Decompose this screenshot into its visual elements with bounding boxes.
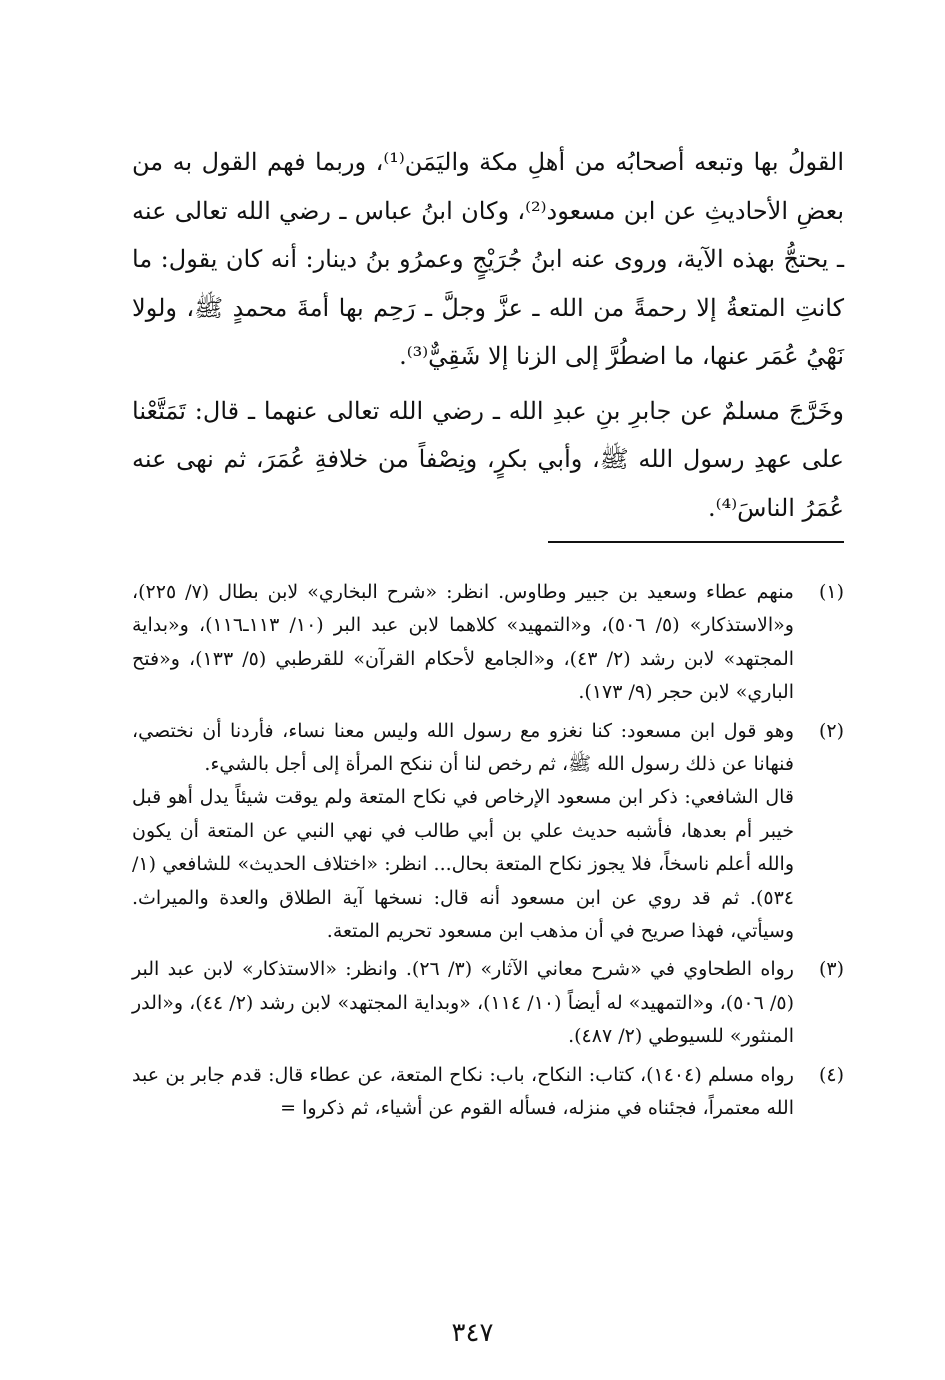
footnote-body bbox=[132, 1059, 794, 1126]
footnote-4 bbox=[132, 1059, 844, 1126]
footnote-text: رواه مسلم (١٤٠٤)، كتاب: النكاح، باب: نكاح المتعة، عن عطاء قال: قدم جابر بن عبد الله معتمراً، فجئناه في منزله، فسأله القوم عن أشياء، ثم ذكروا = bbox=[132, 1063, 794, 1120]
footnote-text: قال الشافعي: ذكر ابن مسعود الإرخاص في نكاح المتعة ولم يوقت شيئاً يدل أهو قبل خيبر أم بعدها، فأشبه حديث علي بن أبي طالب في نهي النبي عن المتعة أن يكون والله أعلم ناسخاً، فلا يجوز نكاح المتعة بحال... انظر: «اختلاف الحديث» للشافعي (١/ ٥٣٤). ثم قد روي عن ابن مسعود أنه قال: نسخها آية الطلاق والعدة والميراث. وسيأتي، فهذا صريح في أن مذهب ابن مسعود تحريم المتعة. bbox=[132, 786, 794, 943]
footnote-body bbox=[132, 576, 794, 710]
main-paragraph: القولُ بها وتبعه أصحابُه من أهلِ مكة واليَمَن⁽¹⁾، وربما فهم القول به من بعضِ الأحاديثِ عن ابن مسعود⁽²⁾، وكان ابنُ عباس ـ رضي الله تعالى عنه ـ يحتجُّ بهذه الآية، وروى عنه ابنُ جُرَيْجٍ وعمرُو بنُ دينار: أنه كان يقول: ما كانتِ المتعةُ إلا رحمةً من الله ـ عزَّ وجلَّ ـ رَحِم بها أمةَ محمدٍ ﷺ، ولولا نَهْيُ عُمَر عنها، ما اضطُرَّ إلى الزنا إلا شَقِيٌّ⁽³⁾. bbox=[132, 148, 844, 370]
footnote-text: منهم عطاء وسعيد بن جبير وطاوس. انظر: «شرح البخاري» لابن بطال (٧/ ٢٢٥)، و«الاستذكار» (٥/ ٥٠٦)، و«التمهيد» كلاهما لابن عبد البر (١٠/ ١١٣ـ١١٦)، و«بداية المجتهد» لابن رشد (٢/ ٤٣)، و«الجامع لأحكام القرآن» للقرطبي (٥/ ١٣٣)، و«فتح الباري» لابن حجر (٩/ ١٧٣). bbox=[132, 581, 795, 704]
footnote-number: (١) bbox=[818, 581, 844, 603]
footnote-3 bbox=[132, 953, 844, 1053]
main-paragraph: وخَرَّجَ مسلمٌ عن جابرِ بنِ عبدِ الله ـ رضي الله تعالى عنهما ـ قال: تَمَتَّعْنا على عهدِ رسول الله ﷺ، وأبي بكرٍ، ونِصْفاً من خلافةِ عُمَرَ، ثم نهى عنه عُمَرُ الناسَ⁽⁴⁾. bbox=[132, 396, 844, 522]
footnote-1 bbox=[132, 576, 844, 710]
main-text bbox=[132, 138, 844, 532]
footnotes bbox=[132, 576, 844, 1131]
footnote-text: وهو قول ابن مسعود: كنا نغزو مع رسول الله وليس معنا نساء، فأردنا أن نختصي، فنهانا عن ذلك رسول الله ﷺ، ثم رخص لنا أن ننكح المرأة إلى أجل بالشيء. bbox=[132, 719, 794, 776]
page-number: ٣٤٧ bbox=[451, 1318, 494, 1348]
footnote-body bbox=[132, 953, 794, 1053]
footnote-number: (٢) bbox=[818, 719, 844, 742]
footnote-number: (٤) bbox=[818, 1063, 844, 1086]
footnote-number: (٣) bbox=[818, 958, 844, 981]
footnote-body bbox=[132, 715, 794, 949]
footnote-separator bbox=[548, 541, 844, 543]
footnote-text: رواه الطحاوي في «شرح معاني الآثار» (٣/ ٢٦). وانظر: «الاستذكار» لابن عبد البر (٥/ ٥٠٦)، و«التمهيد» له أيضاً (١٠/ ١١٤)، «وبداية المجتهد» لابن رشد (٢/ ٤٤)، و«الدر المنثور» للسيوطي (٢/ ٤٨٧). bbox=[132, 958, 794, 1048]
footnote-2 bbox=[132, 715, 844, 949]
